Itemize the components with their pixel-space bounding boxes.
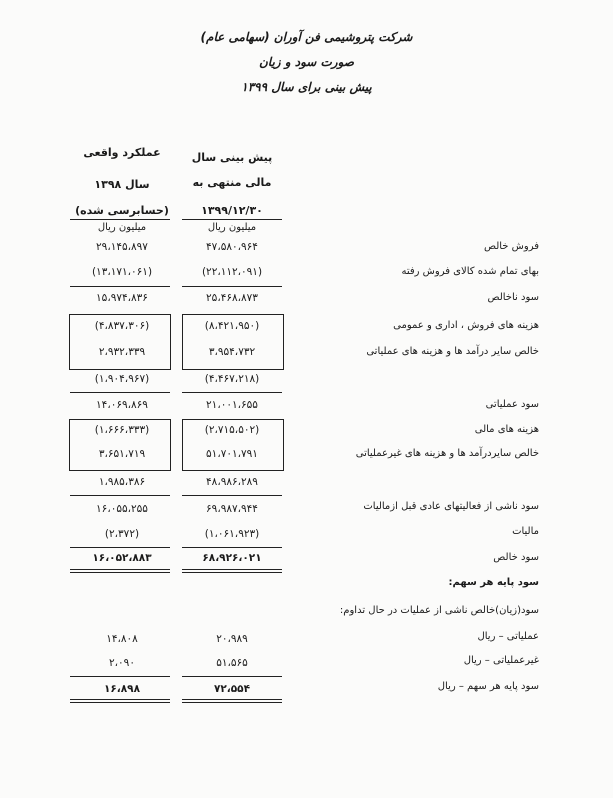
forecast-value: (۲،۷۱۵،۵۰۲) [204,424,260,436]
row-label: فروش خالص [483,241,539,252]
subtotal-rule [182,286,282,287]
row-label: هزینه های مالی [474,424,539,435]
actual-value: ۲،۹۳۲،۳۳۹ [98,346,146,358]
forecast-value: ۴۷،۵۸۰،۹۶۴ [206,241,258,253]
row-label: هزینه های فروش ، اداری و عمومی [393,320,539,331]
row-label: سود ناخالص [487,292,539,303]
subtotal-rule [182,676,282,677]
statement-title: صورت سود و زیان [258,55,354,69]
row-label: مالیات [512,526,539,537]
actual-value: (۲،۳۷۲) [104,528,140,540]
eps-forecast-value: ۵۱،۵۶۵ [216,657,248,669]
total-rule [182,569,282,570]
total-rule [182,699,282,700]
row-label: بهای تمام شده کالای فروش رفته [401,266,539,277]
subtotal-rule [70,286,170,287]
subtotal-rule [70,547,170,548]
forecast-value: ۲۱،۰۰۱،۶۵۵ [206,399,258,411]
total-rule [70,702,170,703]
total-rule [70,699,170,700]
actual-header-line2: سال ۱۳۹۸ [94,178,150,191]
subtotal-rule [70,676,170,677]
period-title: پیش بینی برای سال ۱۳۹۹ [241,80,372,94]
subtotal-rule [70,495,170,496]
forecast-value: (۴،۴۶۷،۲۱۸) [204,373,260,385]
company-name: شرکت پتروشیمی فن آوران (سهامی عام) [200,30,413,44]
forecast-value: ۲۵،۴۶۸،۸۷۳ [206,292,258,304]
forecast-header-rule [182,219,282,220]
actual-header-audited: (حسابرسی شده) [75,204,169,217]
eps-row-label: غیرعملیاتی – ریال [463,655,539,666]
eps-total-label: سود پایه هر سهم – ریال [437,681,539,692]
net-profit-forecast: ۶۸،۹۲۶،۰۲۱ [202,552,262,564]
total-rule [182,702,282,703]
forecast-value: ۶۹،۹۸۷،۹۴۴ [206,503,258,515]
eps-row-label: عملیاتی – ریال [477,631,539,642]
forecast-value: (۲۲،۱۱۲،۰۹۱) [201,266,263,278]
actual-value: (۱،۹۰۴،۹۶۷) [94,373,150,385]
actual-unit: میلیون ریال [97,222,147,233]
actual-value: ۱،۹۸۵،۳۸۶ [98,476,146,488]
total-rule [70,569,170,570]
total-rule [70,572,170,573]
subtotal-rule [182,547,282,548]
actual-header-rule [70,219,170,220]
actual-value: ۱۶،۰۵۵،۲۵۵ [96,503,148,515]
net-profit-actual: ۱۶،۰۵۲،۸۸۳ [92,552,152,564]
actual-value: (۱۳،۱۷۱،۰۶۱) [91,266,153,278]
eps-actual-value: ۲،۰۹۰ [109,657,135,669]
forecast-value: ۳،۹۵۴،۷۳۲ [208,346,256,358]
subtotal-rule [182,392,282,393]
eps-subtitle: سود(زیان)خالص ناشی از عملیات در حال تداوم: [339,605,539,616]
actual-value: ۱۵،۹۷۴،۸۳۶ [96,292,148,304]
actual-value: (۴،۸۳۷،۳۰۶) [94,320,150,332]
row-label: خالص سایر درآمد ها و هزینه های عملیاتی [366,346,539,357]
row-label: سود ناشی از فعالیتهای عادی قبل ازمالیات [363,501,539,512]
row-label: سود عملیاتی [485,399,539,410]
forecast-value: ۵۱،۷۰۱،۷۹۱ [206,448,258,460]
eps-title: سود پایه هر سهم: [448,577,539,588]
subtotal-rule [70,392,170,393]
eps-total-forecast: ۷۲،۵۵۴ [213,683,251,695]
eps-forecast-value: ۲۰،۹۸۹ [216,633,248,645]
eps-actual-value: ۱۴،۸۰۸ [106,633,138,645]
net-profit-label: سود خالص [493,552,539,563]
subtotal-rule [182,495,282,496]
forecast-value: ۴۸،۹۸۶،۲۸۹ [206,476,258,488]
actual-value: ۳،۶۵۱،۷۱۹ [98,448,146,460]
actual-header-line1: عملکرد واقعی [83,146,161,159]
actual-value: ۲۹،۱۴۵،۸۹۷ [96,241,148,253]
row-label: خالص سایردرآمد ها و هزینه های غیرعملیاتی [355,448,539,459]
eps-total-actual: ۱۶،۸۹۸ [103,683,141,695]
forecast-unit: میلیون ریال [207,222,257,233]
total-rule [182,572,282,573]
forecast-value: (۸،۴۲۱،۹۵۰) [204,320,260,332]
forecast-header-line1: پیش بینی سال [191,151,273,164]
actual-value: ۱۴،۰۶۹،۸۶۹ [96,399,148,411]
forecast-header-line2: مالی منتهی به [192,176,272,189]
actual-value: (۱،۶۶۶،۳۳۳) [94,424,150,436]
forecast-header-date: ۱۳۹۹/۱۲/۳۰ [201,204,263,217]
forecast-value: (۱،۰۶۱،۹۲۳) [204,528,260,540]
